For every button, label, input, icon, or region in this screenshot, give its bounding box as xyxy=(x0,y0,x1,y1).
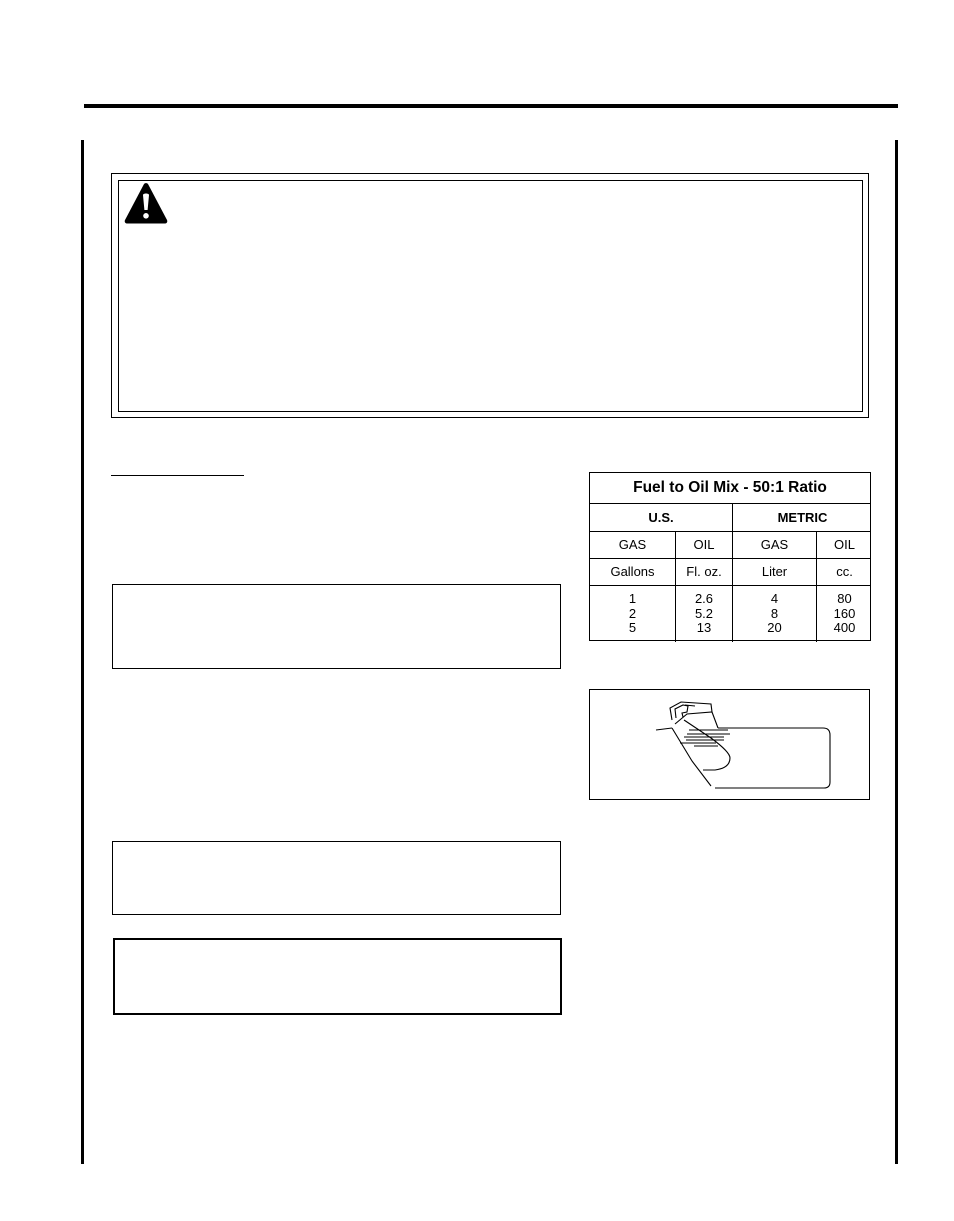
note-box xyxy=(113,938,562,1015)
group-header-us: U.S. xyxy=(648,510,674,525)
header-rule xyxy=(84,104,898,108)
fuel-oil-mix-table xyxy=(589,472,871,641)
unit-label: Fl. oz. xyxy=(686,564,722,579)
column-header: GAS xyxy=(618,537,647,552)
table-cell: 160 xyxy=(833,605,856,621)
note-box xyxy=(112,584,561,669)
table-cell: 80 xyxy=(837,591,852,606)
group-header-metric: METRIC xyxy=(777,510,828,525)
warning-box-inner xyxy=(118,180,863,412)
table-cell: 8 xyxy=(770,605,779,621)
table-rule xyxy=(590,503,870,504)
table-cell: 5.2 xyxy=(694,605,714,621)
table-cell: 20 xyxy=(767,620,782,635)
note-box xyxy=(112,841,561,915)
unit-label: Gallons xyxy=(610,564,655,579)
table-rule xyxy=(590,531,870,532)
table-cell: 2 xyxy=(628,605,637,621)
fuel-tank-illustration xyxy=(590,690,868,798)
table-cell: 13 xyxy=(696,620,712,635)
right-margin-rule xyxy=(895,140,898,1164)
warning-triangle-icon xyxy=(124,183,168,224)
fuel-tank-figure xyxy=(589,689,870,800)
column-header: OIL xyxy=(693,537,715,552)
section-heading-underline xyxy=(111,475,244,476)
table-cell: 5 xyxy=(628,620,637,635)
table-cell: 400 xyxy=(833,620,856,635)
table-rule xyxy=(590,585,870,586)
table-rule xyxy=(590,558,870,559)
table-cell: 1 xyxy=(628,591,637,606)
column-header: GAS xyxy=(760,537,789,552)
unit-label: cc. xyxy=(836,564,853,579)
table-title: Fuel to Oil Mix - 50:1 Ratio xyxy=(633,479,827,496)
table-cell: 4 xyxy=(770,591,779,606)
unit-label: Liter xyxy=(761,564,788,579)
left-margin-rule xyxy=(81,140,84,1164)
table-cell: 2.6 xyxy=(694,591,714,606)
column-header: OIL xyxy=(834,537,855,552)
